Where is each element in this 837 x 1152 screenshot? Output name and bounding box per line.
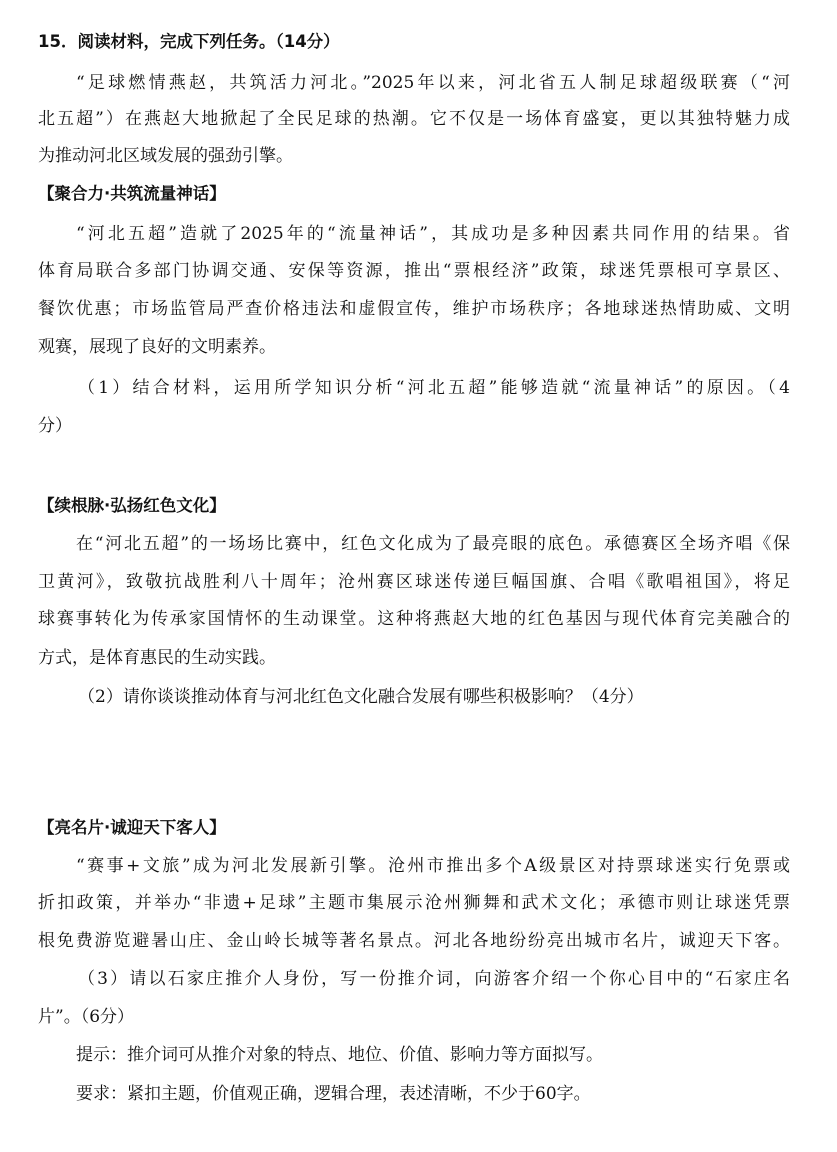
material-line: “河北五超”造就了2025年的“流量神话”，其成功是多种因素共同作用的结果。省 [76,224,790,244]
question-title: 15．阅读材料，完成下列任务。（14分） [38,32,340,51]
material-line: 观赛，展现了良好的文明素养。 [38,337,276,357]
task-line: （3）请以石家庄推介人身份，写一份推介词，向游客介绍一个你心目中的“石家庄名 [78,969,790,989]
intro-line: “足球燃情燕赵，共筑活力河北。”2025年以来，河北省五人制足球超级联赛（“河 [76,73,790,93]
material-line: “赛事+文旅”成为河北发展新引擎。沧州市推出多个A级景区对持票球迷实行免票或 [76,856,790,876]
section-heading: 【续根脉·弘扬红色文化】 [38,496,226,515]
material-line: 方式，是体育惠民的生动实践。 [38,648,276,668]
intro-line: 为推动河北区域发展的强劲引擎。 [38,146,293,166]
task-line: （2）请你谈谈推动体育与河北红色文化融合发展有哪些积极影响？（4分） [78,687,644,707]
requirement-text: 要求：紧扣主题，价值观正确，逻辑合理，表述清晰，不少于60字。 [76,1084,591,1104]
material-line: 体育局联合多部门协调交通、安保等资源，推出“票根经济”政策，球迷凭票根可享景区、 [38,261,790,281]
task-line: 片”。（6分） [38,1007,135,1027]
hint-text: 提示：推介词可从推介对象的特点、地位、价值、影响力等方面拟写。 [76,1045,603,1065]
material-line: 在“河北五超”的一场场比赛中，红色文化成为了最亮眼的底色。承德赛区全场齐唱《保 [76,534,790,554]
material-line: 卫黄河》，致敬抗战胜利八十周年；沧州赛区球迷传递巨幅国旗、合唱《歌唱祖国》，将足 [38,572,790,592]
material-line: 折扣政策，并举办“非遗+足球”主题市集展示沧州狮舞和武术文化；承德市则让球迷凭票 [38,893,790,913]
material-line: 根免费游览避暑山庄、金山岭长城等著名景点。河北各地纷纷亮出城市名片，诚迎天下客。 [38,931,790,951]
task-line: （1）结合材料，运用所学知识分析“河北五超”能够造就“流量神话”的原因。（4 [78,378,790,398]
task-line: 分） [38,416,72,436]
section-heading: 【亮名片·诚迎天下客人】 [38,818,226,837]
section-heading: 【聚合力·共筑流量神话】 [38,184,226,203]
intro-line: 北五超”）在燕赵大地掀起了全民足球的热潮。它不仅是一场体育盛宴，更以其独特魅力成 [38,109,790,129]
material-line: 球赛事转化为传承家国情怀的生动课堂。这种将燕赵大地的红色基因与现代体育完美融合的 [38,609,790,629]
material-line: 餐饮优惠；市场监管局严查价格违法和虚假宣传，维护市场秩序；各地球迷热情助威、文明 [38,299,790,319]
